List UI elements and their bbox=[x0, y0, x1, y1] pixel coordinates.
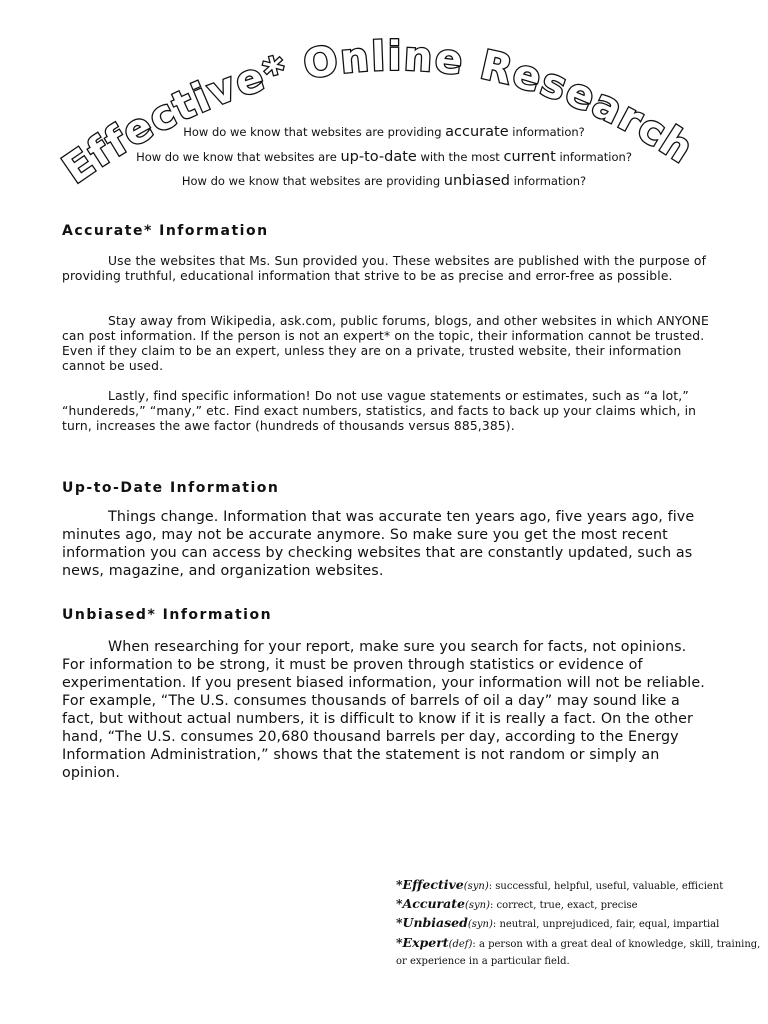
glossary-entry: *Expert(def): a person with a great deal of knowledge, skill, training, or experience in a particular field. bbox=[396, 934, 761, 967]
heading-unbiased: Unbiased* Information bbox=[62, 607, 273, 623]
heading-accurate: Accurate* Information bbox=[62, 223, 269, 239]
glossary-entry: *Accurate(syn): correct, true, exact, precise bbox=[396, 896, 638, 912]
question-accurate: How do we know that websites are providing accurate information? bbox=[183, 124, 585, 140]
glossary-entry: *Unbiased(syn): neutral, unprejudiced, fair, equal, impartial bbox=[396, 915, 720, 931]
paragraph-accurate-1: Use the websites that Ms. Sun provided you. These websites are published with the purpose of providing truthful, educational information that strive to be as precise and error-free as possible. bbox=[62, 254, 707, 283]
glossary-box bbox=[396, 876, 766, 970]
paragraph-accurate-2: Stay away from Wikipedia, ask.com, public forums, blogs, and other websites in which ANYONE can post information. If the person is not an expert* on the topic, their information cannot be trusted. Even if they claim to be an expert, unless they are on a private, trusted website, their information cannot be used. bbox=[62, 314, 709, 373]
paragraph-accurate-3: Lastly, find specific information! Do not use vague statements or estimates, such as “a lot,” “hundereds,” “many,” etc. Find exact numbers, statistics, and facts to back up your claims which, in turn, increases the awe factor (hundreds of thousands versus 885,385). bbox=[62, 389, 697, 433]
question-unbiased: How do we know that websites are providing unbiased information? bbox=[181, 173, 587, 189]
paragraph-unbiased: When researching for your report, make sure you search for facts, not opinions. For information to be strong, it must be proven through statistics or evidence of experimentation. If you present biased information, your information will not be reliable. For example, “The U.S. consumes thousands of barrels of oil a day” may sound like a fact, but without actual numbers, it is difficult to know if it is really a fact. On the other hand, “The U.S. consumes 20,680 thousand barrels per day, according to the Energy Information Administration,” shows that the statement is not random or simply an opinion. bbox=[62, 639, 705, 781]
glossary-entry: *Effective(syn): successful, helpful, useful, valuable, efficient bbox=[396, 877, 724, 892]
question-up-to-date: How do we know that websites are up-to-date with the most current information? bbox=[136, 148, 632, 165]
paragraph-up-to-date: Things change. Information that was accurate ten years ago, five years ago, five minutes ago, may not be accurate anymore. So make sure you get the most recent information you can access by checking websites that are constantly updated, such as news, magazine, and organization websites. bbox=[62, 509, 695, 579]
page-title: Effective* Online Research bbox=[54, 33, 703, 193]
heading-up-to-date: Up-to-Date Information bbox=[62, 480, 280, 496]
guiding-questions bbox=[0, 120, 768, 194]
